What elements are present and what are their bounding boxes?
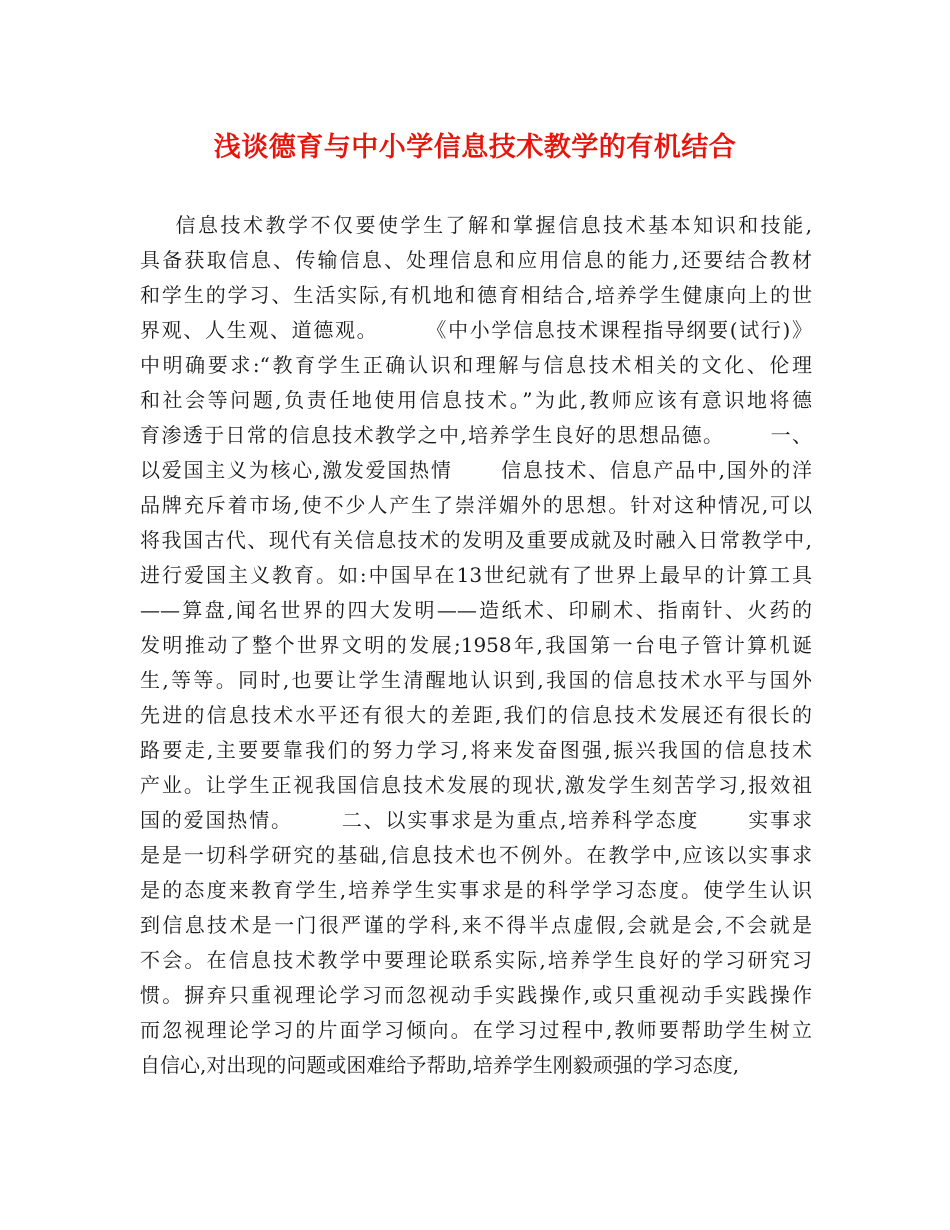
body-line: 产业。让学生正视我国信息技术发展的现状,激发学生刻苦学习,报效祖 — [140, 773, 812, 797]
body-line: 发明推动了整个世界文明的发展;1958年,我国第一台电子管计算机诞 — [140, 633, 812, 657]
body-line: 界观、人生观、道德观。 《中小学信息技术课程指导纲要(试行)》 — [140, 318, 812, 342]
document-body — [140, 208, 812, 1083]
body-line: 国的爱国热情。 二、以实事求是为重点,培养科学态度 实事求 — [140, 808, 812, 832]
body-line: 生,等等。同时,也要让学生清醒地认识到,我国的信息技术水平与国外 — [140, 668, 812, 692]
body-line: 将我国古代、现代有关信息技术的发明及重要成就及时融入日常教学中, — [140, 528, 812, 552]
body-line: 进行爱国主义教育。如:中国早在13世纪就有了世界上最早的计算工具 — [140, 563, 812, 587]
body-line: 惯。摒弃只重视理论学习而忽视动手实践操作,或只重视动手实践操作 — [140, 983, 812, 1007]
body-line: 不会。在信息技术教学中要理论联系实际,培养学生良好的学习研究习 — [140, 948, 812, 972]
body-line: 中明确要求:“教育学生正确认识和理解与信息技术相关的文化、伦理 — [140, 353, 812, 377]
body-line: ——算盘,闻名世界的四大发明——造纸术、印刷术、指南针、火药的 — [140, 598, 812, 622]
body-line: 信息技术教学不仅要使学生了解和掌握信息技术基本知识和技能, — [140, 213, 812, 237]
body-line: 品牌充斥着市场,使不少人产生了崇洋媚外的思想。针对这种情况,可以 — [140, 493, 812, 517]
body-line: 和社会等问题,负责任地使用信息技术。”为此,教师应该有意识地将德 — [140, 388, 812, 412]
body-line: 先进的信息技术水平还有很大的差距,我们的信息技术发展还有很长的 — [140, 703, 812, 727]
body-line: 路要走,主要要靠我们的努力学习,将来发奋图强,振兴我国的信息技术 — [140, 738, 812, 762]
body-line: 具备获取信息、传输信息、处理信息和应用信息的能力,还要结合教材 — [140, 248, 812, 272]
body-line: 是的态度来教育学生,培养学生实事求是的科学学习态度。使学生认识 — [140, 878, 812, 902]
body-line: 自信心,对出现的问题或困难给予帮助,培养学生刚毅顽强的学习态度, — [140, 1053, 740, 1077]
body-line: 是是一切科学研究的基础,信息技术也不例外。在教学中,应该以实事求 — [140, 843, 812, 867]
body-line: 育渗透于日常的信息技术教学之中,培养学生良好的思想品德。 一、 — [140, 423, 812, 447]
body-line: 而忽视理论学习的片面学习倾向。在学习过程中,教师要帮助学生树立 — [140, 1018, 812, 1042]
body-line: 和学生的学习、生活实际,有机地和德育相结合,培养学生健康向上的世 — [140, 283, 812, 307]
body-line: 到信息技术是一门很严谨的学科,来不得半点虚假,会就是会,不会就是 — [140, 913, 812, 937]
document-title: 浅谈德育与中小学信息技术教学的有机结合 — [213, 132, 737, 163]
body-line: 以爱国主义为核心,激发爱国热情 信息技术、信息产品中,国外的洋 — [140, 458, 812, 482]
